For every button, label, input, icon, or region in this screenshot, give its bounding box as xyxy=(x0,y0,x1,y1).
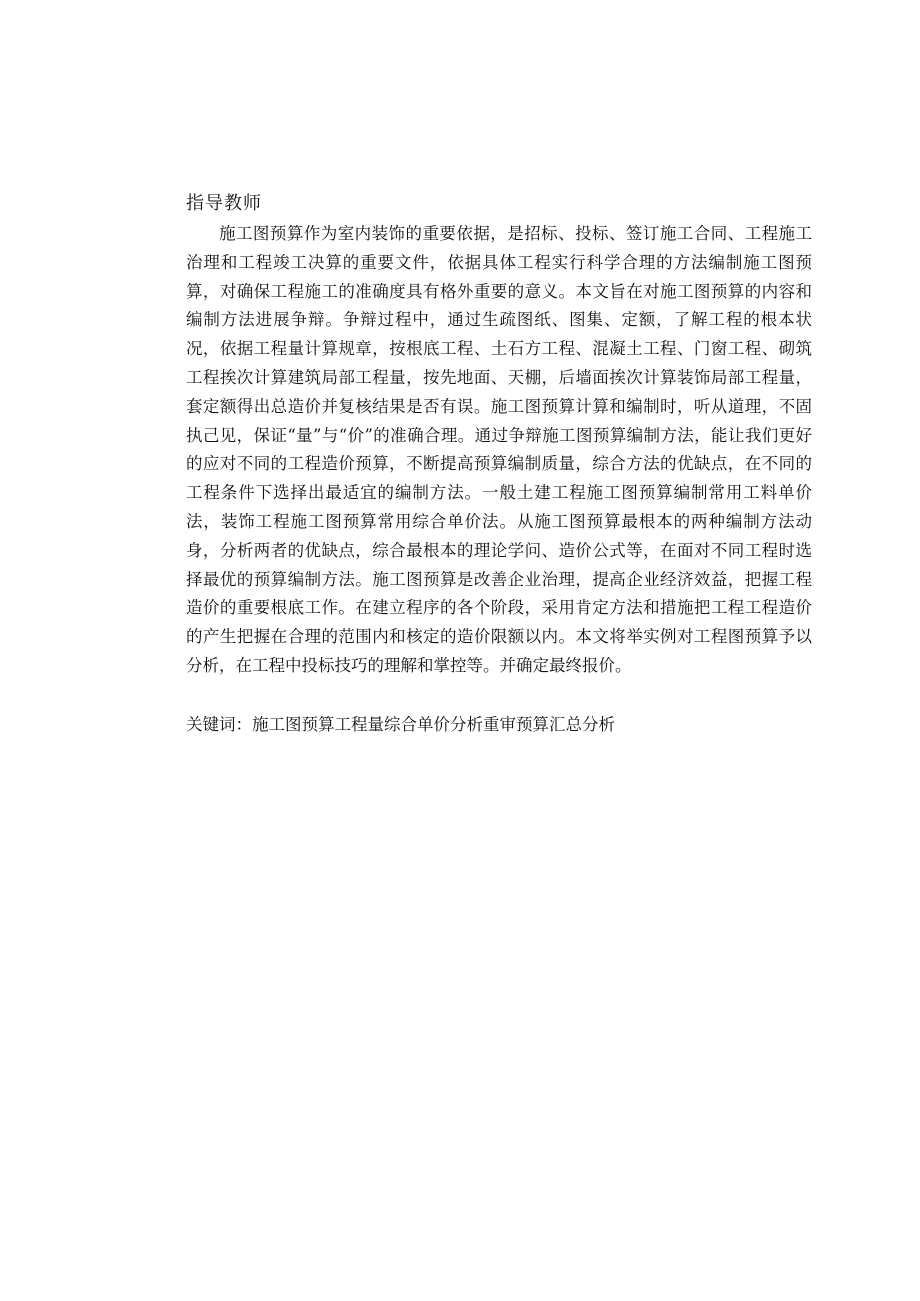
abstract-paragraph: 施工图预算作为室内装饰的重要依据，是招标、投标、签订施工合同、工程施工治理和工程竣工决算的重要文件，依据具体工程实行科学合理的方法编制施工图预算，对确保工程施工的准确度具有格外重要的意义。本文旨在对施工图预算的内容和编制方法进展争辩。争辩过程中，通过生疏图纸、图集、定额，了解工程的根本状况，依据工程量计算规章，按根底工程、土石方工程、混凝土工程、门窗工程、砌筑工程挨次计算建筑局部工程量，按先地面、天棚，后墙面挨次计算装饰局部工程量，套定额得出总造价并复核结果是否有误。施工图预算计算和编制时，听从道理，不固执己见，保证“量”与“价”的准确合理。通过争辩施工图预算编制方法，能让我们更好的应对不同的工程造价预算，不断提高预算编制质量，综合方法的优缺点，在不同的工程条件下选择出最适宜的编制方法。一般土建工程施工图预算编制常用工料单价法，装饰工程施工图预算常用综合单价法。从施工图预算最根本的两种编制方法动身，分析两者的优缺点，综合最根本的理论学问、造价公式等，在面对不同工程时选择最优的预算编制方法。施工图预算是改善企业治理，提高企业经济效益，把握工程造价的重要根底工作。在建立程序的各个阶段，采用肯定方法和措施把工程工程造价的产生把握在合理的范围内和核定的造价限额以内。本文将举实例对工程图预算予以分析，在工程中投标技巧的理解和掌控等。并确定最终报价。 xyxy=(186,224,812,675)
keywords-line: 关键词：施工图预算工程量综合单价分析重审预算汇总分析 xyxy=(186,715,615,734)
advisor-heading: 指导教师 xyxy=(186,193,262,214)
